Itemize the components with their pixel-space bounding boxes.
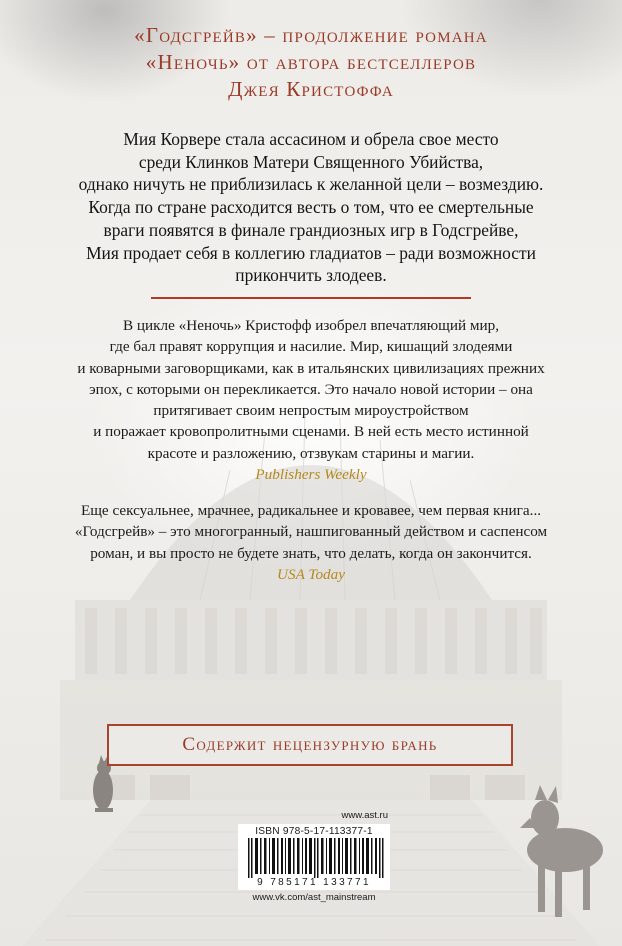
profanity-warning-box — [107, 724, 513, 766]
review-line: и коварными заговорщиками, как в итальянских цивилизациях прежних — [77, 359, 545, 377]
barcode-panel — [238, 824, 390, 890]
barcode-digits: 9 785171 133771 — [257, 877, 371, 888]
review-line: красоте и разложению, отзвукам старины и магии. — [147, 444, 475, 462]
review-line: и поражает кровопролитными сценами. В ней есть место истинной — [93, 423, 529, 441]
synopsis-line: среди Клинков Матери Священного Убийства, — [138, 151, 484, 172]
publisher-imprint — [238, 810, 390, 903]
review-line: В цикле «Неночь» Кристофф изобрел впечатляющий мир, — [122, 317, 500, 334]
headline-line: «Годсгрейв» – продолжение романа — [134, 23, 488, 47]
review-source: USA Today — [277, 565, 345, 583]
headline-line: «Неночь» от автора бестселлеров — [145, 50, 477, 74]
profanity-warning-text: Содержит нецензурную брань — [182, 734, 438, 755]
review-line: «Годсгрейв» – это многогранный, нашпигованный действом и саспенсом — [74, 523, 548, 541]
review-line: Еще сексуальнее, мрачнее, радикальнее и кровавее, чем первая книга... — [80, 502, 542, 519]
barcode-icon — [248, 838, 384, 878]
review-source: Publishers Weekly — [255, 466, 367, 484]
review-line: эпох, с которыми он перекликается. Это начало новой истории – она — [89, 380, 533, 398]
synopsis-line: прикончить злодеев. — [235, 265, 387, 286]
headline-line: Джея Кристоффа — [228, 77, 394, 101]
synopsis-line: Мия продает себя в коллегию гладиатов – ради возможности — [86, 242, 536, 263]
synopsis-line: однако ничуть не приблизилась к желанной цели – возмездию. — [78, 174, 544, 195]
review-line: роман, и вы просто не будете знать, что делать, когда он закончится. — [90, 544, 532, 562]
review-usa-today — [30, 500, 592, 585]
publisher-website: www.ast.ru — [341, 810, 388, 821]
synopsis — [30, 128, 592, 287]
synopsis-line: Мия Корвере стала ассасином и обрела свое место — [123, 129, 499, 149]
isbn-number: ISBN 978-5-17-113377-1 — [255, 826, 373, 837]
section-divider — [151, 297, 471, 299]
review-publishers-weekly — [30, 315, 592, 485]
synopsis-line: враги появятся в финале грандиозных игр в Годсгрейве, — [103, 219, 519, 240]
publisher-social-link: www.vk.com/ast_mainstream — [252, 892, 376, 903]
review-line: где бал правят коррупция и насилие. Мир, кишащий злодеями — [109, 338, 513, 356]
headline — [20, 22, 602, 103]
synopsis-line: Когда по стране расходится весть о том, что ее смертельные — [88, 197, 534, 218]
review-line: притягивает своим непростым мироустройством — [153, 402, 469, 420]
